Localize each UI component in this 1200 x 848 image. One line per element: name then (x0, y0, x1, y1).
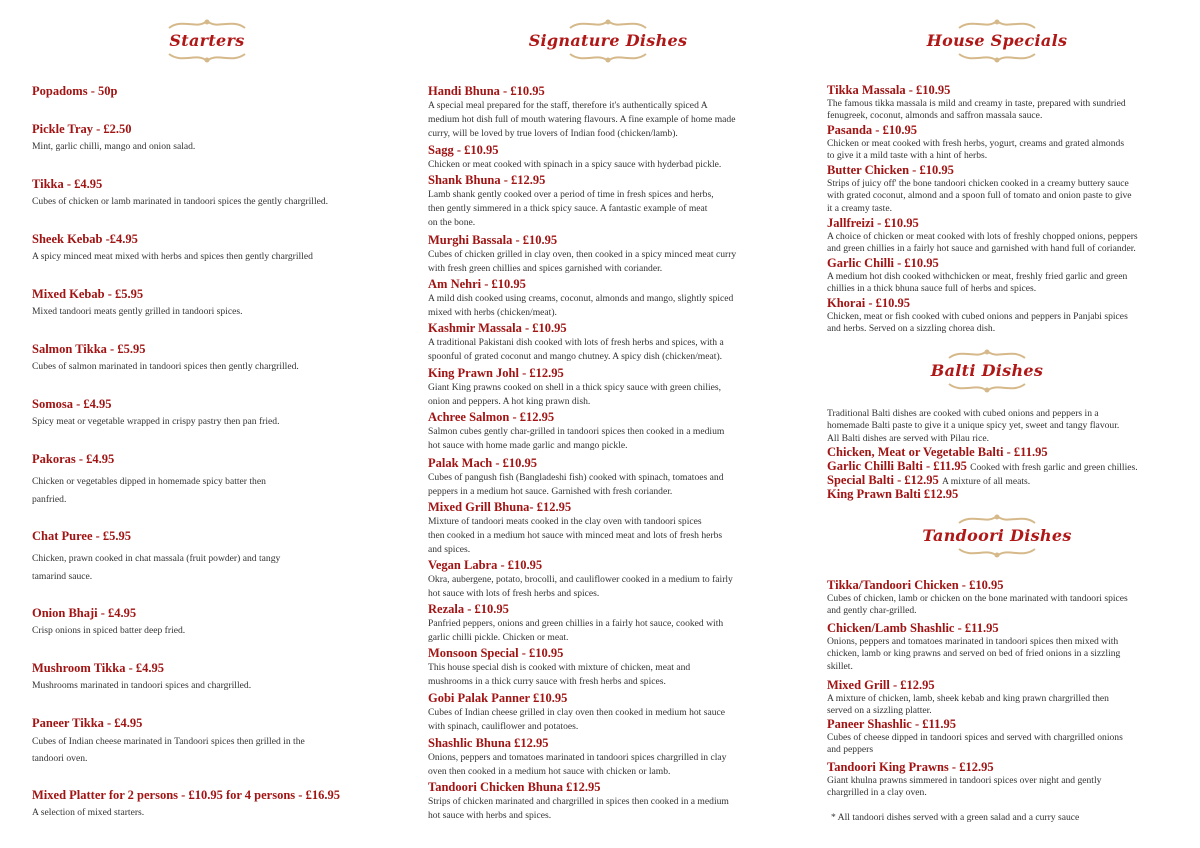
menu-item (827, 717, 1177, 757)
item-title: Chat Puree - £5.95 (32, 529, 132, 543)
menu-item (827, 760, 1177, 800)
menu-item (32, 122, 382, 154)
item-title: Garlic Chilli - £10.95 (827, 256, 939, 270)
item-title: Kashmir Massala - £10.95 (428, 321, 567, 335)
item-description: Giant khulna prawns simmered in tandoori spices over night and gently chargrilled in a clay oven. (827, 775, 1102, 799)
menu-item (428, 500, 773, 556)
ornament-bottom-icon (897, 547, 1097, 559)
item-description: Strips of juicy off' the bone tandoori chicken cooked in a creamy buttery sauce with grated coconut, almond and a spoon full of tomato and onion paste to give it a creamy taste. (827, 178, 1132, 214)
menu-item (827, 487, 1177, 502)
item-description: A mixture of all meats. (941, 476, 1031, 487)
item-title: Chicken/Lamb Shashlic - £11.95 (827, 621, 999, 635)
item-description: A medium hot dish cooked withchicken or meat, freshly fried garlic and green chillies in a thick bhuna sauce full of herbs and spices. (827, 271, 1128, 295)
menu-item (428, 456, 773, 499)
item-title: Shashlic Bhuna £12.95 (428, 736, 549, 750)
item-description: Chicken or meat cooked with fresh herbs, yogurt, creams and grated almonds to give it a mild taste with a hint of herbs. (827, 138, 1125, 162)
menu-item (827, 678, 1177, 718)
item-title: Tikka Massala - £10.95 (827, 83, 951, 97)
ornament-bottom-icon (488, 52, 728, 64)
item-title: Tikka - £4.95 (32, 177, 103, 191)
item-title: Popadoms - 50p (32, 84, 118, 98)
item-title: Khorai - £10.95 (827, 296, 910, 310)
menu-item (827, 296, 1177, 336)
item-title: Mixed Grill - £12.95 (827, 678, 935, 692)
item-description: A mixture of chicken, lamb, sheek kebab and king prawn chargrilled then served on a sizzling platter. (827, 693, 1109, 717)
item-description: Cubes of Indian cheese marinated in Tandoori spices then grilled in the tandoori oven. (32, 736, 305, 764)
menu-item (428, 366, 773, 409)
item-title: Pasanda - £10.95 (827, 123, 917, 137)
balti-heading: Balti Dishes (907, 348, 1067, 394)
item-description: Mixture of tandoori meats cooked in the clay oven with tandoori spices then cooked in a medium hot sauce with minced meat and lots of fresh herbs and spices. (428, 516, 723, 555)
ornament-top-icon (907, 348, 1067, 360)
starters-heading: Starters (132, 18, 282, 64)
ornament-bottom-icon (907, 382, 1067, 394)
menu-item (428, 84, 773, 140)
item-title: Am Nehri - £10.95 (428, 277, 526, 291)
menu-item (827, 578, 1177, 618)
item-title: Vegan Labra - £10.95 (428, 558, 543, 572)
item-title: Mixed Platter for 2 persons - £10.95 for 4 persons - £16.95 (32, 788, 340, 802)
item-description: Cubes of cheese dipped in tandoori spices and served with chargrilled onions and peppers (827, 732, 1123, 756)
menu-item (32, 606, 382, 638)
item-description: Lamb shank gently cooked over a period of time in fresh spices and herbs, then gently simmered in a thick spicy sauce. A fantastic example of meat on the bone. (428, 189, 714, 228)
item-title: Mushroom Tikka - £4.95 (32, 661, 164, 675)
item-title: Pakoras - £4.95 (32, 452, 115, 466)
item-description: Okra, aubergene, potato, brocolli, and cauliflower cooked in a medium to fairly hot sauce with lots of fresh herbs and spices. (428, 574, 733, 599)
menu-item (428, 602, 773, 645)
menu-item (32, 452, 382, 509)
item-description: Cubes of chicken or lamb marinated in tandoori spices the gently chargrilled. (32, 196, 329, 207)
item-description: Panfried peppers, onions and green chillies in a fairly hot sauce, cooked with garlic chilli pickle. Chicken or meat. (428, 618, 724, 643)
item-title: Paneer Shashlic - £11.95 (827, 717, 956, 731)
item-description: Crisp onions in spiced batter deep fried. (32, 625, 186, 636)
menu-item (827, 256, 1177, 296)
item-title: Chicken, Meat or Vegetable Balti - £11.95 (827, 445, 1048, 459)
ornament-top-icon (897, 18, 1097, 30)
item-description: This house special dish is cooked with mixture of chicken, meat and mushrooms in a thick curry sauce with fresh herbs and spices. (428, 662, 691, 687)
menu-item (827, 123, 1177, 163)
item-description: Mint, garlic chilli, mango and onion salad. (32, 141, 196, 152)
item-title: Murghi Bassala - £10.95 (428, 233, 558, 247)
menu-item (827, 163, 1177, 215)
item-title: Butter Chicken - £10.95 (827, 163, 954, 177)
menu-item (32, 287, 382, 319)
item-description: Cubes of chicken, lamb or chicken on the bone marinated with tandoori spices and gently char-grilled. (827, 593, 1128, 617)
item-title: Tandoori Chicken Bhuna £12.95 (428, 780, 601, 794)
menu-item (32, 84, 382, 99)
item-description: A mild dish cooked using creams, coconut, almonds and mango, slightly spiced mixed with herbs (chicken/meat). (428, 293, 734, 318)
menu-item (428, 173, 773, 229)
item-title: Pickle Tray - £2.50 (32, 122, 132, 136)
item-description: A selection of mixed starters. (32, 807, 145, 818)
menu-item (32, 342, 382, 374)
item-description: Giant King prawns cooked on shell in a thick spicy sauce with green chilies, onion and peppers. A hot king prawn dish. (428, 382, 722, 407)
item-title: Garlic Chilli Balti - £11.95 (827, 459, 967, 473)
menu-item (428, 233, 773, 276)
ornament-bottom-icon (897, 52, 1097, 64)
ornament-bottom-icon (132, 52, 282, 64)
item-description: Spicy meat or vegetable wrapped in crispy pastry then pan fried. (32, 416, 280, 427)
menu-item (32, 397, 382, 429)
item-title: Tandoori King Prawns - £12.95 (827, 760, 994, 774)
menu-item (32, 232, 382, 264)
tandoori-note: * All tandoori dishes served with a green salad and a curry sauce (831, 812, 1080, 823)
ornament-top-icon (488, 18, 728, 30)
item-title: Salmon Tikka - £5.95 (32, 342, 146, 356)
item-title: Shank Bhuna - £12.95 (428, 173, 546, 187)
item-description: Mushrooms marinated in tandoori spices and chargrilled. (32, 680, 252, 691)
signature-heading: Signature Dishes (488, 18, 728, 64)
item-description: Cubes of Indian cheese grilled in clay oven then cooked in medium hot sauce with spinach, cauliflower and potatoes. (428, 707, 726, 732)
item-title: Special Balti - £12.95 (827, 473, 939, 487)
menu-item (428, 410, 773, 453)
ornament-top-icon (132, 18, 282, 30)
item-description: A special meal prepared for the staff, therefore it's authentically spiced A medium hot dish full of mouth watering flavours. A fine example of home made curry, will be loved by true lovers of Indian food (chicken/lamb). (428, 100, 736, 139)
menu-item (32, 177, 382, 209)
item-title: King Prawn Balti £12.95 (827, 487, 959, 501)
item-description: Onions, peppers and tomatoes marinated in tandoori spices then mixed with chicken, lamb or king prawns and served on bed of fried onions in a sizzling skillet. (827, 636, 1121, 672)
menu-item (32, 788, 382, 820)
item-description: Cooked with fresh garlic and green chillies. (970, 462, 1138, 473)
item-description: Strips of chicken marinated and chargrilled in spices then cooked in a medium hot sauce with herbs and spices. (428, 796, 729, 821)
item-description: A spicy minced meat mixed with herbs and spices then gently chargrilled (32, 251, 313, 262)
item-title: Mixed Kebab - £5.95 (32, 287, 144, 301)
item-description: Chicken, prawn cooked in chat massala (fruit powder) and tangy tamarind sauce. (32, 553, 281, 582)
tandoori-heading: Tandoori Dishes (897, 513, 1097, 559)
menu-item (827, 216, 1177, 256)
menu-item (428, 646, 773, 689)
balti-intro: Traditional Balti dishes are cooked with cubed onions and peppers in a homemade Balti paste to give it a unique spicy yet, sweet and tangy flavour. All Balti dishes are served with Pilau rice. (827, 408, 1120, 444)
menu-item (428, 558, 773, 601)
menu-item (32, 661, 382, 693)
item-description: Chicken or vegetables dipped in homemade spicy batter then panfried. (32, 476, 266, 505)
item-description: A choice of chicken or meat cooked with lots of freshly chopped onions, peppers and green chillies in a fairly hot sauce and garnished with hand full of coriander. (827, 231, 1138, 255)
item-title: Paneer Tikka - £4.95 (32, 716, 143, 730)
item-description: Cubes of salmon marinated in tandoori spices then gently chargrilled. (32, 361, 299, 372)
item-description: Mixed tandoori meats gently grilled in tandoori spices. (32, 306, 243, 317)
item-title: Rezala - £10.95 (428, 602, 509, 616)
item-description: Salmon cubes gently char-grilled in tandoori spices then cooked in a medium hot sauce with home made garlic and mango pickle. (428, 426, 725, 451)
item-title: Palak Mach - £10.95 (428, 456, 538, 470)
item-description: A traditional Pakistani dish cooked with lots of fresh herbs and spices, with a spoonful of grated coconut and mango chutney. A spicy dish (chicken/meat). (428, 337, 724, 362)
menu-item (428, 780, 773, 823)
item-description: Chicken, meat or fish cooked with cubed onions and peppers in Panjabi spices and herbs. Served on a sizzling chorea dish. (827, 311, 1128, 335)
item-title: Jallfreizi - £10.95 (827, 216, 919, 230)
menu-item (428, 691, 773, 734)
item-title: Onion Bhaji - £4.95 (32, 606, 137, 620)
house-heading: House Specials (897, 18, 1097, 64)
item-description: Cubes of chicken grilled in clay oven, then cooked in a spicy minced meat curry with fresh green chillies and spices garnished with coriander. (428, 249, 737, 274)
item-description: Cubes of pangush fish (Bangladeshi fish) cooked with spinach, tomatoes and peppers in a medium hot sauce. Garnished with fresh coriander. (428, 472, 724, 497)
menu-item (827, 445, 1177, 460)
item-title: Mixed Grill Bhuna- £12.95 (428, 500, 572, 514)
menu-item (827, 83, 1177, 123)
menu-item (827, 621, 1177, 673)
ornament-top-icon (897, 513, 1097, 525)
item-description: Onions, peppers and tomatoes marinated in tandoori spices chargrilled in clay oven then cooked in a medium hot sauce with chicken or lamb. (428, 752, 727, 777)
menu-item (428, 277, 773, 320)
menu-item (428, 143, 773, 172)
menu-item (32, 716, 382, 767)
item-title: Monsoon Special - £10.95 (428, 646, 564, 660)
item-title: Achree Salmon - £12.95 (428, 410, 555, 424)
menu-item (428, 321, 773, 364)
menu-item (32, 529, 382, 586)
item-description: The famous tikka massala is mild and creamy in taste, prepared with sundried fenugreek, coconut, almonds and saffron massala sauce. (827, 98, 1126, 122)
item-title: Sagg - £10.95 (428, 143, 499, 157)
item-title: Tikka/Tandoori Chicken - £10.95 (827, 578, 1004, 592)
item-title: Handi Bhuna - £10.95 (428, 84, 545, 98)
item-title: King Prawn Johl - £12.95 (428, 366, 564, 380)
item-description: Chicken or meat cooked with spinach in a spicy sauce with hyderbad pickle. (428, 159, 722, 170)
item-title: Gobi Palak Panner £10.95 (428, 691, 568, 705)
item-title: Somosa - £4.95 (32, 397, 112, 411)
menu-item (428, 736, 773, 779)
item-title: Sheek Kebab -£4.95 (32, 232, 138, 246)
